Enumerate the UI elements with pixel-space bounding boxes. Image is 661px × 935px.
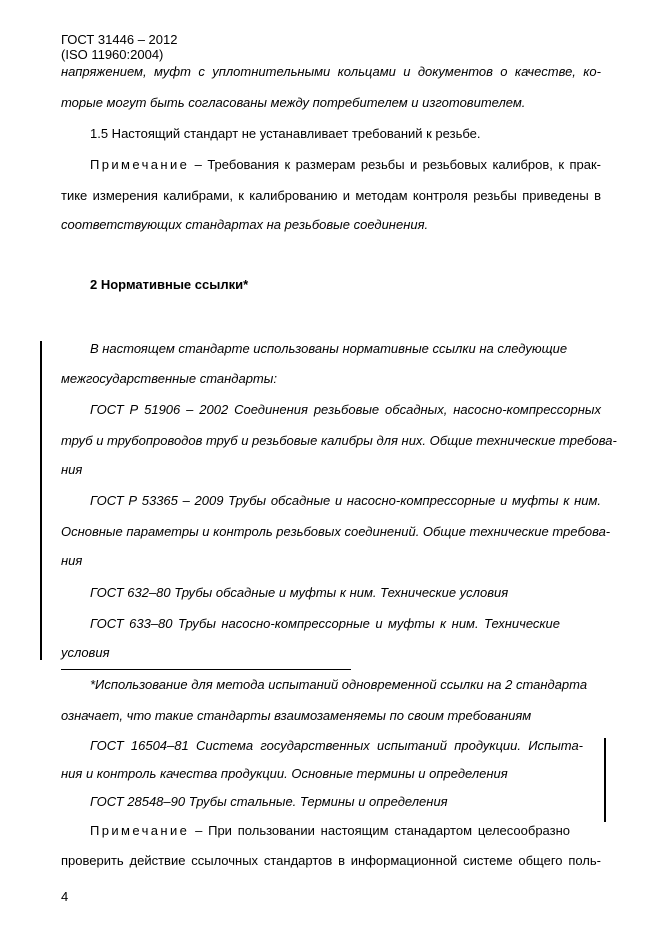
- note-2-line2: проверить действие ссылочных стандартов в информационной системе общего поль-: [61, 853, 601, 868]
- change-bar-right: [604, 738, 606, 822]
- note-label: Примечание: [90, 823, 190, 838]
- change-bar-left: [40, 341, 42, 660]
- ref-1-line1: ГОСТ Р 51906 – 2002 Соединения резьбовые обсадных, насосно-компрессорных: [90, 402, 601, 417]
- ref-3: ГОСТ 632–80 Трубы обсадные и муфты к ним. Технические условия: [90, 585, 509, 600]
- intro-line1: В настоящем стандарте использованы нормативные ссылки на следующие: [90, 341, 568, 356]
- text-line: торые могут быть согласованы между потребителем и изготовителем.: [61, 95, 526, 110]
- clause-1-5: 1.5 Настоящий стандарт не устанавливает требований к резьбе.: [90, 126, 481, 141]
- note-text: – Требования к размерам резьбы и резьбовых калибров, к прак-: [189, 157, 601, 172]
- note-label: Примечание: [90, 157, 190, 172]
- ref-2-line2: Основные параметры и контроль резьбовых соединений. Общие технические требова-: [61, 524, 611, 539]
- page-number: 4: [61, 889, 69, 904]
- header-standard: ГОСТ 31446 – 2012: [61, 32, 178, 47]
- section-title: 2 Нормативные ссылки*: [90, 277, 249, 292]
- note-1-line2: тике измерения калибрами, к калиброванию и методам контроля резьбы приведены в: [61, 188, 601, 203]
- ref-1-line3: ния: [61, 462, 83, 477]
- footnote-line2: означает, что такие стандарты взаимозаменяемы по своим требованиям: [61, 708, 532, 723]
- text-line: напряжением, муфт с уплотнительными кольцами и документов о качестве, ко-: [61, 64, 601, 79]
- footnote-rule: [61, 669, 351, 670]
- ref-4-line1: ГОСТ 633–80 Трубы насосно-компрессорные и муфты к ним. Технические: [90, 616, 560, 631]
- ref-6: ГОСТ 28548–90 Трубы стальные. Термины и определения: [90, 794, 448, 809]
- ref-4-line2: условия: [61, 645, 110, 660]
- note-1-line1: [90, 157, 601, 173]
- footnote-line1: *Использование для метода испытаний одновременной ссылки на 2 стандарта: [90, 677, 588, 692]
- ref-5-line1: ГОСТ 16504–81 Система государственных испытаний продукции. Испыта-: [90, 738, 583, 753]
- note-2-line1: [90, 823, 570, 839]
- intro-line2: межгосударственные стандарты:: [61, 371, 277, 386]
- header-iso: (ISO 11960:2004): [61, 47, 164, 62]
- ref-2-line3: ния: [61, 553, 83, 568]
- note-1-line3: соответствующих стандартах на резьбовые соединения.: [61, 217, 429, 232]
- note-text: – При пользовании настоящим станадартом целесообразно: [189, 823, 570, 838]
- ref-2-line1: ГОСТ Р 53365 – 2009 Трубы обсадные и насосно-компрессорные и муфты к ним.: [90, 493, 601, 508]
- ref-5-line2: ния и контроль качества продукции. Основные термины и определения: [61, 766, 508, 781]
- ref-1-line2: труб и трубопроводов труб и резьбовые калибры для них. Общие технические требова-: [61, 433, 617, 448]
